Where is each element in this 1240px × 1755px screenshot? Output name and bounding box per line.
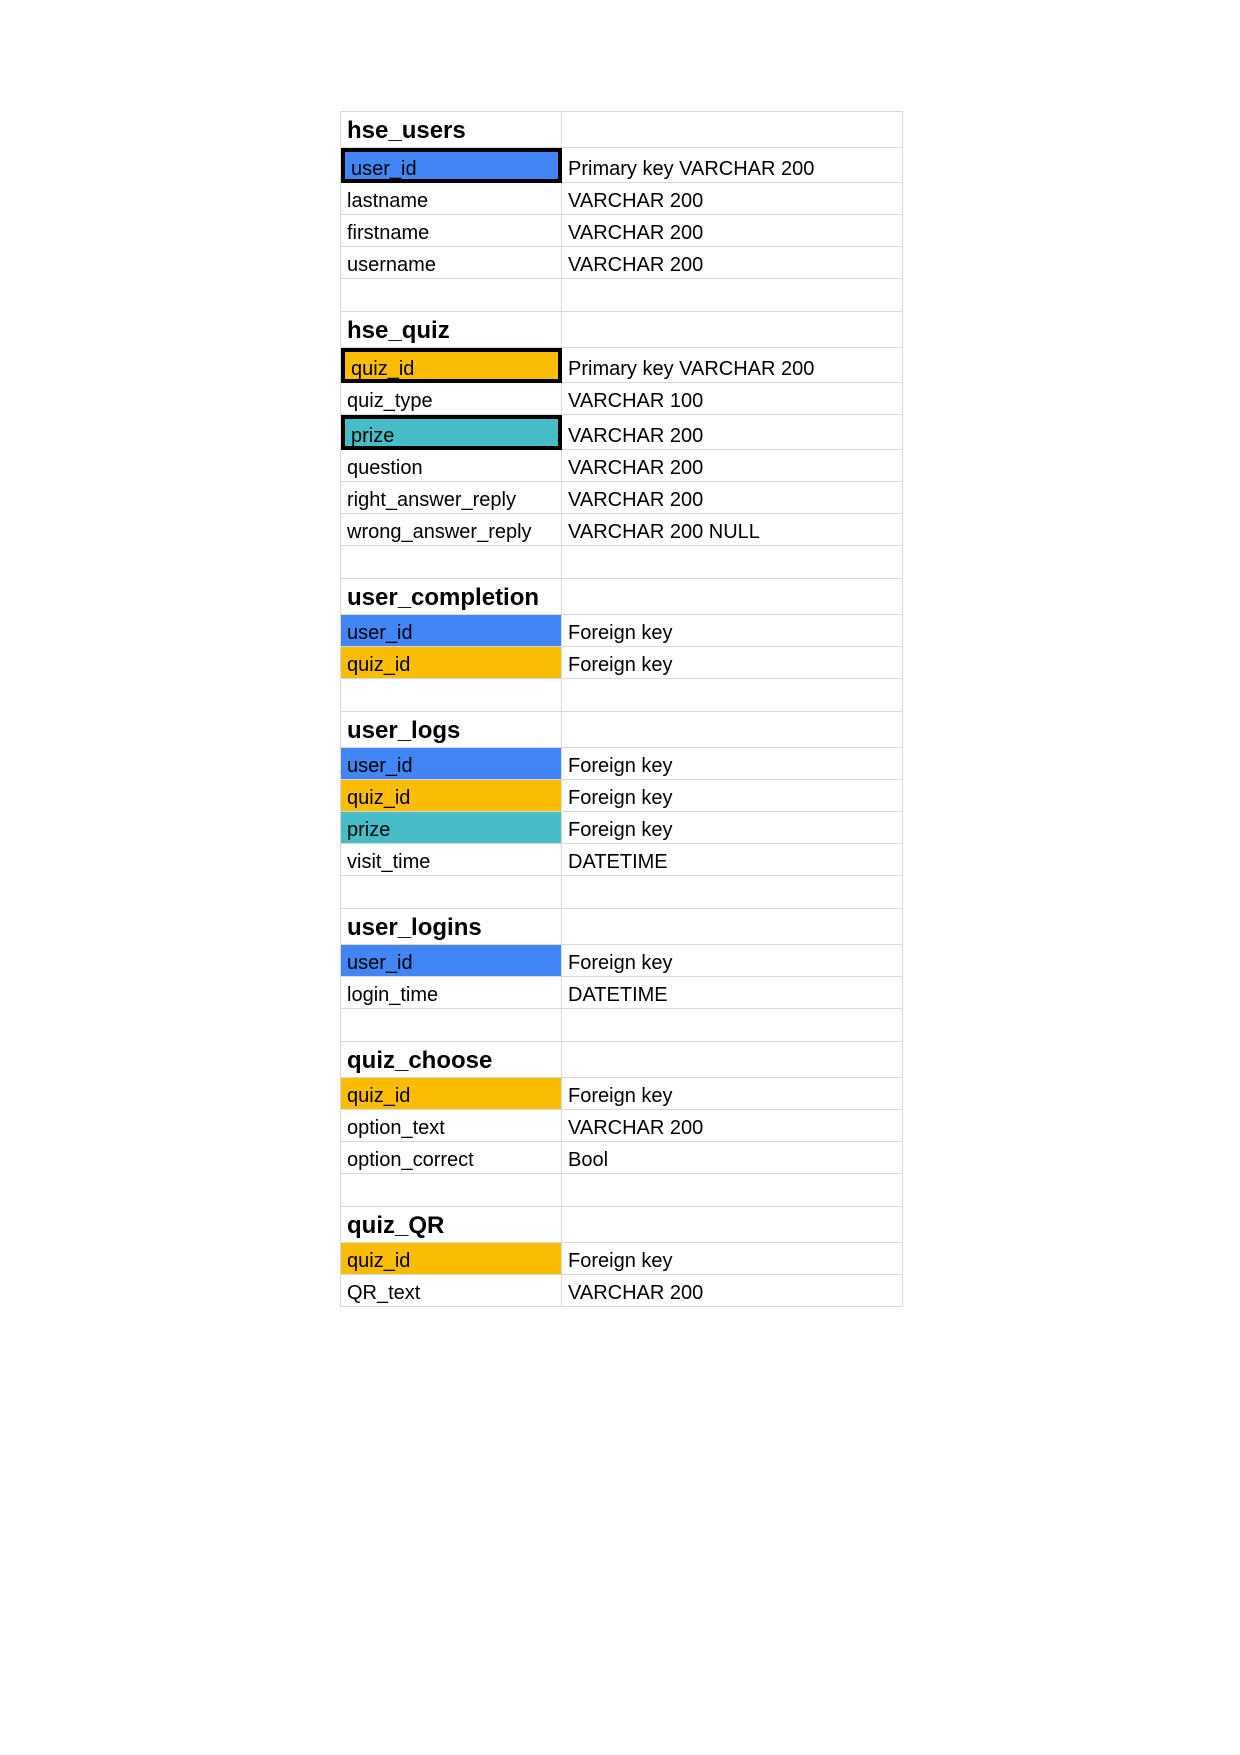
table-row bbox=[341, 615, 903, 647]
table-row bbox=[341, 780, 903, 812]
table-name-cell[interactable]: hse_quiz bbox=[341, 312, 562, 348]
table-title-row bbox=[341, 312, 903, 348]
table-row bbox=[341, 1110, 903, 1142]
field-name-cell[interactable]: user_id bbox=[341, 945, 562, 977]
blank-row bbox=[341, 876, 903, 909]
field-type-cell[interactable]: VARCHAR 200 bbox=[562, 183, 903, 215]
table-row bbox=[341, 450, 903, 482]
table-name-cell[interactable]: quiz_QR bbox=[341, 1207, 562, 1243]
table-name-cell[interactable]: user_logs bbox=[341, 712, 562, 748]
field-name-cell[interactable]: quiz_id bbox=[341, 1243, 562, 1275]
field-type-cell[interactable]: Foreign key bbox=[562, 615, 903, 647]
table-name-cell[interactable]: hse_users bbox=[341, 112, 562, 148]
field-name-cell[interactable]: prize bbox=[341, 415, 562, 450]
table-row bbox=[341, 383, 903, 415]
field-name-cell[interactable]: option_text bbox=[341, 1110, 562, 1142]
empty-cell[interactable] bbox=[562, 679, 903, 712]
empty-cell[interactable] bbox=[562, 279, 903, 312]
empty-cell[interactable] bbox=[562, 876, 903, 909]
table-row bbox=[341, 945, 903, 977]
field-type-cell[interactable]: Foreign key bbox=[562, 1243, 903, 1275]
empty-cell[interactable] bbox=[562, 312, 903, 348]
field-name-cell[interactable]: quiz_id bbox=[341, 348, 562, 383]
table-row bbox=[341, 977, 903, 1009]
table-row bbox=[341, 148, 903, 183]
table-name-cell[interactable]: user_completion bbox=[341, 579, 562, 615]
field-type-cell[interactable]: Foreign key bbox=[562, 1078, 903, 1110]
field-type-cell[interactable]: VARCHAR 200 NULL bbox=[562, 514, 903, 546]
empty-cell[interactable] bbox=[562, 1207, 903, 1243]
field-name-cell[interactable]: QR_text bbox=[341, 1275, 562, 1307]
empty-cell[interactable] bbox=[562, 112, 903, 148]
field-name-cell[interactable]: username bbox=[341, 247, 562, 279]
table-row bbox=[341, 812, 903, 844]
field-name-cell[interactable]: quiz_id bbox=[341, 647, 562, 679]
empty-cell[interactable] bbox=[562, 579, 903, 615]
table-row bbox=[341, 1275, 903, 1307]
table-row bbox=[341, 844, 903, 876]
table-name-cell[interactable]: user_logins bbox=[341, 909, 562, 945]
field-name-cell[interactable]: quiz_id bbox=[341, 780, 562, 812]
empty-cell[interactable] bbox=[562, 1009, 903, 1042]
field-name-cell[interactable]: user_id bbox=[341, 148, 562, 183]
field-name-cell[interactable]: user_id bbox=[341, 748, 562, 780]
table-row bbox=[341, 247, 903, 279]
field-type-cell[interactable]: Primary key VARCHAR 200 bbox=[562, 148, 903, 183]
table-title-row bbox=[341, 1207, 903, 1243]
field-name-cell[interactable]: login_time bbox=[341, 977, 562, 1009]
blank-row bbox=[341, 1009, 903, 1042]
field-name-cell[interactable]: option_correct bbox=[341, 1142, 562, 1174]
empty-cell[interactable] bbox=[562, 1174, 903, 1207]
field-type-cell[interactable]: VARCHAR 100 bbox=[562, 383, 903, 415]
field-name-cell[interactable]: visit_time bbox=[341, 844, 562, 876]
blank-row bbox=[341, 1174, 903, 1207]
empty-cell[interactable] bbox=[341, 679, 562, 712]
table-row bbox=[341, 1142, 903, 1174]
field-name-cell[interactable]: question bbox=[341, 450, 562, 482]
field-name-cell[interactable]: right_answer_reply bbox=[341, 482, 562, 514]
table-row bbox=[341, 348, 903, 383]
table-row bbox=[341, 415, 903, 450]
schema-body bbox=[341, 112, 903, 1307]
field-type-cell[interactable]: Foreign key bbox=[562, 780, 903, 812]
table-row bbox=[341, 1078, 903, 1110]
table-title-row bbox=[341, 909, 903, 945]
field-name-cell[interactable]: wrong_answer_reply bbox=[341, 514, 562, 546]
empty-cell[interactable] bbox=[341, 279, 562, 312]
empty-cell[interactable] bbox=[341, 876, 562, 909]
blank-row bbox=[341, 546, 903, 579]
schema-table bbox=[340, 111, 903, 1307]
table-name-cell[interactable]: quiz_choose bbox=[341, 1042, 562, 1078]
schema-sheet bbox=[340, 111, 902, 1307]
field-type-cell[interactable]: VARCHAR 200 bbox=[562, 215, 903, 247]
table-row bbox=[341, 215, 903, 247]
field-type-cell[interactable]: VARCHAR 200 bbox=[562, 1110, 903, 1142]
field-type-cell[interactable]: VARCHAR 200 bbox=[562, 1275, 903, 1307]
table-title-row bbox=[341, 579, 903, 615]
field-type-cell[interactable]: Primary key VARCHAR 200 bbox=[562, 348, 903, 383]
table-title-row bbox=[341, 712, 903, 748]
field-type-cell[interactable]: DATETIME bbox=[562, 977, 903, 1009]
field-type-cell[interactable]: VARCHAR 200 bbox=[562, 415, 903, 450]
field-name-cell[interactable]: quiz_id bbox=[341, 1078, 562, 1110]
table-row bbox=[341, 514, 903, 546]
field-type-cell[interactable]: Foreign key bbox=[562, 945, 903, 977]
empty-cell[interactable] bbox=[562, 712, 903, 748]
table-row bbox=[341, 748, 903, 780]
field-type-cell[interactable]: Foreign key bbox=[562, 647, 903, 679]
blank-row bbox=[341, 679, 903, 712]
empty-cell[interactable] bbox=[562, 909, 903, 945]
table-title-row bbox=[341, 1042, 903, 1078]
empty-cell[interactable] bbox=[341, 1174, 562, 1207]
table-row bbox=[341, 1243, 903, 1275]
field-name-cell[interactable]: firstname bbox=[341, 215, 562, 247]
empty-cell[interactable] bbox=[562, 1042, 903, 1078]
table-row bbox=[341, 647, 903, 679]
field-type-cell[interactable]: Foreign key bbox=[562, 748, 903, 780]
field-name-cell[interactable]: quiz_type bbox=[341, 383, 562, 415]
table-row bbox=[341, 183, 903, 215]
empty-cell[interactable] bbox=[562, 546, 903, 579]
field-type-cell[interactable]: VARCHAR 200 bbox=[562, 482, 903, 514]
field-type-cell[interactable]: Bool bbox=[562, 1142, 903, 1174]
field-type-cell[interactable]: VARCHAR 200 bbox=[562, 247, 903, 279]
field-name-cell[interactable]: prize bbox=[341, 812, 562, 844]
table-title-row bbox=[341, 112, 903, 148]
empty-cell[interactable] bbox=[341, 546, 562, 579]
field-type-cell[interactable]: VARCHAR 200 bbox=[562, 450, 903, 482]
table-row bbox=[341, 482, 903, 514]
field-type-cell[interactable]: DATETIME bbox=[562, 844, 903, 876]
empty-cell[interactable] bbox=[341, 1009, 562, 1042]
field-type-cell[interactable]: Foreign key bbox=[562, 812, 903, 844]
field-name-cell[interactable]: user_id bbox=[341, 615, 562, 647]
blank-row bbox=[341, 279, 903, 312]
field-name-cell[interactable]: lastname bbox=[341, 183, 562, 215]
